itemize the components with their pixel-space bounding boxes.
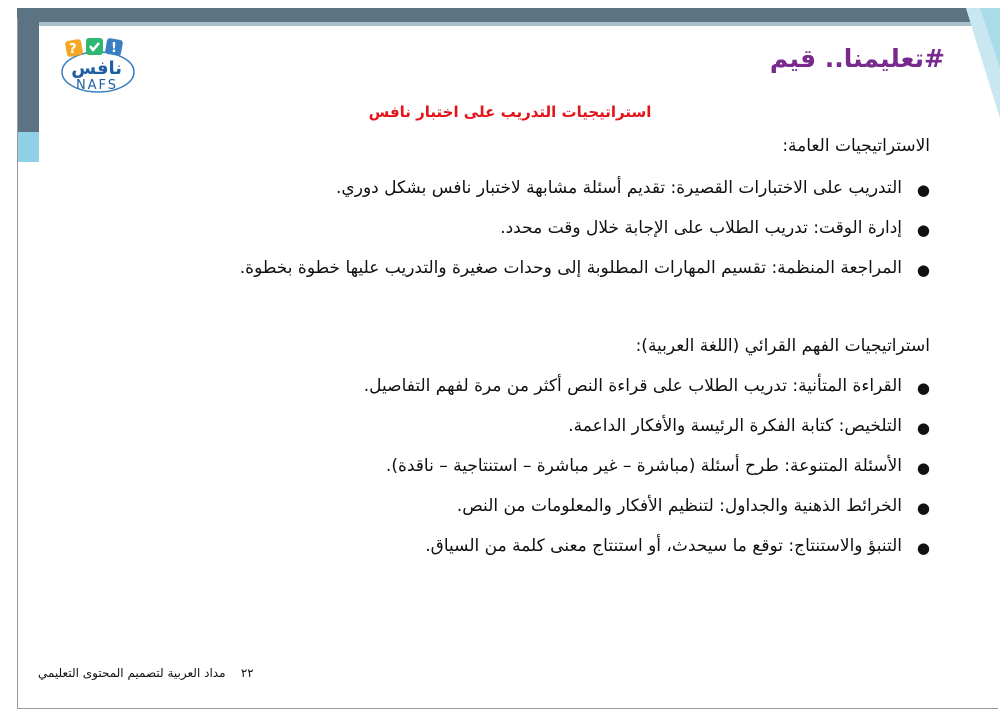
bullet-icon: ● [916,419,930,437]
list-item: ● القراءة المتأنية: تدريب الطلاب على قراءة النص أكثر من مرة لفهم التفاصيل. [364,374,930,414]
list-item: ● الخرائط الذهنية والجداول: لتنظيم الأفكار والمعلومات من النص. [364,494,930,534]
reading-list [364,374,930,574]
list-item: ● التدريب على الاختبارات القصيرة: تقديم أسئلة مشابهة لاختبار نافس بشكل دوري. [240,176,930,216]
general-list [240,176,930,296]
bullet-icon: ● [916,499,930,517]
brand-hashtag: #تعليمنا.. قيم [769,44,945,73]
footer [38,666,254,680]
general-heading: الاستراتيجيات العامة: [782,136,930,156]
list-item: ● الأسئلة المتنوعة: طرح أسئلة (مباشرة – غير مباشرة – استنتاجية – ناقدة). [364,454,930,494]
svg-text:?: ? [69,42,77,57]
page-number: ٢٢ [240,666,254,680]
bullet-icon: ● [916,539,930,557]
logo-latin-text: NAFS [75,78,119,93]
slide-frame [17,18,998,709]
nafs-logo [58,36,140,98]
bullet-icon: ● [916,261,930,279]
list-item: ● المراجعة المنظمة: تقسيم المهارات المطلوبة إلى وحدات صغيرة والتدريب عليها خطوة بخطوة. [240,256,930,296]
bullet-icon: ● [916,379,930,397]
publisher-text: مداد العربية لتصميم المحتوى التعليمي [38,666,226,680]
bullet-icon: ● [916,459,930,477]
logo-arabic-text: نافس [71,58,122,79]
list-item: ● التلخيص: كتابة الفكرة الرئيسة والأفكار الداعمة. [364,414,930,454]
reading-heading: استراتيجيات الفهم القرائي (اللغة العربية): [635,336,930,356]
svg-text:!: ! [111,41,117,56]
bullet-icon: ● [916,181,930,199]
list-item: ● إدارة الوقت: تدريب الطلاب على الإجابة خلال وقت محدد. [240,216,930,256]
list-item: ● التنبؤ والاستنتاج: توقع ما سيحدث، أو استنتاج معنى كلمة من السياق. [364,534,930,574]
bullet-icon: ● [916,221,930,239]
page-title: استراتيجيات التدريب على اختبار نافس [368,103,652,121]
